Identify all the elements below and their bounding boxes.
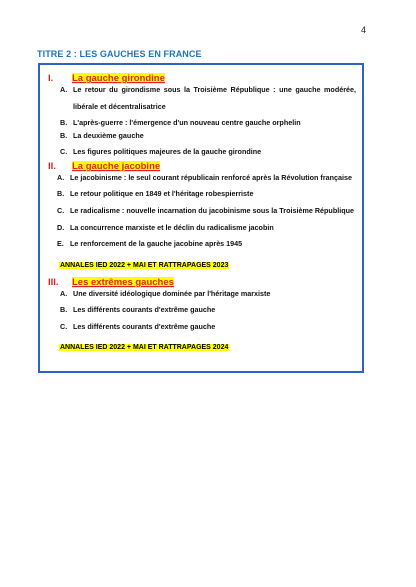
- outline-item: [60, 128, 358, 144]
- section-title: La gauche jacobine: [72, 161, 161, 172]
- outline-item: [57, 236, 355, 252]
- item-letter: D.: [57, 223, 65, 232]
- outline-item: [57, 203, 355, 219]
- item-letter: A.: [60, 289, 68, 298]
- annales-note: ANNALES IED 2022 + MAI ET RATTRAPAGES 2024: [60, 344, 229, 351]
- item-text: Le renforcement de la gauche jacobine après 1945: [70, 239, 243, 248]
- item-text: Une diversité idéologique dominée par l'héritage marxiste: [73, 289, 271, 298]
- item-letter: A.: [60, 85, 68, 94]
- item-text-continued: libérale et décentralisatrice: [73, 102, 166, 111]
- section-number: II.: [48, 161, 56, 172]
- section-number: III.: [48, 277, 59, 288]
- outline-item: [57, 170, 355, 186]
- item-text: Le radicalisme : nouvelle incarnation du jacobinisme sous la Troisième République: [70, 206, 354, 215]
- annales-note: ANNALES IED 2022 + MAI ET RATTRAPAGES 2023: [60, 262, 229, 269]
- item-text: La deuxième gauche: [73, 131, 144, 140]
- item-letter: A.: [57, 173, 65, 182]
- outline-item-continuation: [60, 99, 358, 115]
- item-text: Le jacobinisme : le seul courant républicain renforcé après la Révolution française: [70, 173, 352, 182]
- page-number: 4: [361, 25, 367, 35]
- outline-item: [57, 220, 355, 236]
- outline-item: [60, 144, 358, 160]
- item-letter: C.: [60, 147, 68, 156]
- item-letter: C.: [57, 206, 65, 215]
- section-title: Les extrêmes gauches: [72, 277, 174, 288]
- outline-item: [60, 82, 358, 98]
- item-text: L'après-guerre : l'émergence d'un nouveau centre gauche orphelin: [73, 118, 301, 127]
- section-title: La gauche girondine: [72, 73, 165, 84]
- item-text: Le retour politique en 1849 et l'héritage robespierriste: [70, 189, 254, 198]
- item-text: Les figures politiques majeures de la gauche girondine: [73, 147, 262, 156]
- item-text: Les différents courants d'extrême gauche: [73, 305, 216, 314]
- item-letter: E.: [57, 239, 64, 248]
- item-text: Les différents courants d'extrême gauche: [73, 322, 216, 331]
- outline-item: [60, 319, 358, 335]
- item-text: Le retour du girondisme sous la Troisième République : une gauche modérée,: [73, 85, 356, 94]
- item-letter: C.: [60, 322, 68, 331]
- document-title: TITRE 2 : LES GAUCHES EN FRANCE: [37, 49, 202, 59]
- item-letter: B.: [60, 305, 68, 314]
- item-letter: B.: [60, 131, 68, 140]
- outline-item: [60, 286, 358, 302]
- outline-item: [60, 302, 358, 318]
- item-letter: B.: [60, 118, 68, 127]
- item-letter: B.: [57, 189, 65, 198]
- section-number: I.: [48, 73, 54, 84]
- outline-item: [57, 186, 355, 202]
- item-text: La concurrence marxiste et le déclin du radicalisme jacobin: [70, 223, 274, 232]
